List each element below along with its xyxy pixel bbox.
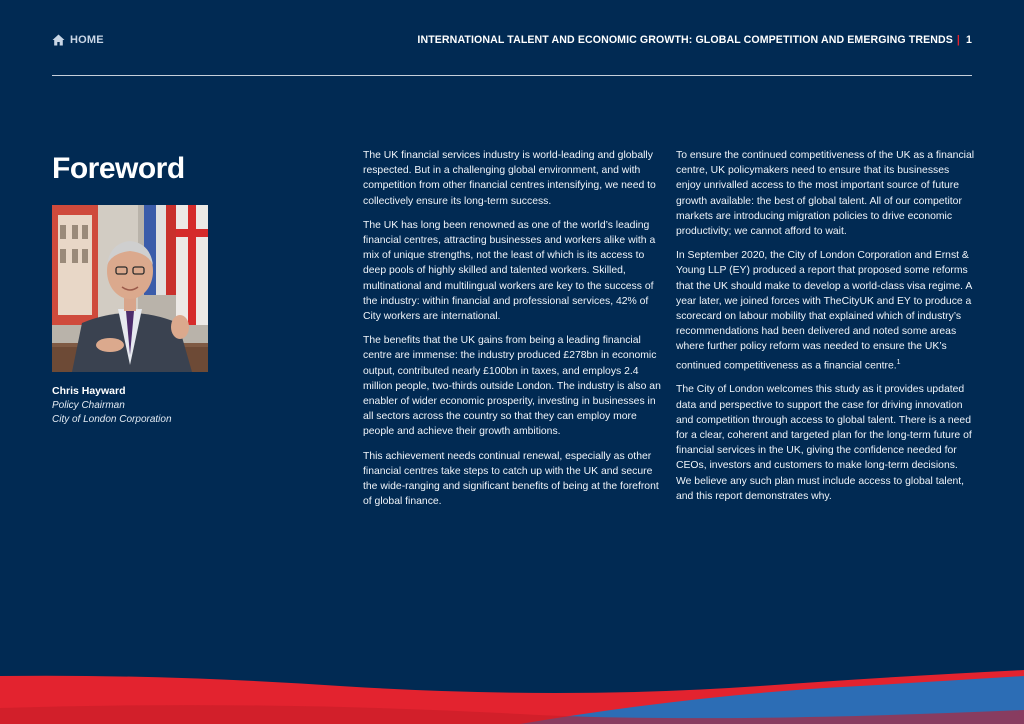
running-title-text: INTERNATIONAL TALENT AND ECONOMIC GROWTH: GLOBAL COMPETITION AND EMERGING TRENDS	[417, 34, 953, 46]
paragraph: The UK financial services industry is world-leading and globally respected. But in a challenging global environment, and with competition from other financial centres intensifying, we need to collectively ensure its long-term success.	[363, 150, 656, 207]
page-number: 1	[966, 34, 972, 46]
decorative-footer-waves	[0, 664, 1024, 724]
running-title	[417, 34, 972, 46]
footnote-marker[interactable]: 1	[896, 358, 901, 366]
page-title: Foreword	[52, 152, 185, 185]
author-name: Chris Hayward	[52, 385, 126, 397]
paragraph-text: In September 2020, the City of London Corporation and Ernst & Young LLP (EY) produced a report that proposed some reforms that the UK should make to develop a world-class visa regime. A year later, we joined forces with TheCityUK and EY to produce a scorecard on labour mobility that explained which of industry’s recommendations had been delivered and noted some areas where further policy reform was needed to ensure the UK’s continued competitiveness as a financial centre.	[676, 250, 972, 372]
body-column-right	[676, 148, 976, 513]
author-role: Policy Chairman	[52, 400, 125, 411]
body-column-left	[363, 148, 661, 518]
home-label: HOME	[70, 34, 104, 46]
paragraph: The City of London welcomes this study as it provides updated data and perspective to support the case for driving innovation and competition through access to global talent. There is a need for a clear, coherent and targeted plan for the long-term future of financial services in the UK, giving the confidence needed for CEOs, investors and customers to make long-term decisions. We believe any such plan must include access to global talent, and this report demonstrates why.	[676, 384, 972, 502]
title-separator: |	[956, 34, 960, 46]
paragraph-with-footnote	[676, 248, 976, 373]
author-portrait	[52, 205, 208, 372]
home-icon	[52, 34, 65, 46]
paragraph: This achievement needs continual renewal, especially as other financial centres take steps to catch up with the UK and secure the wide-ranging and significant benefits of being at the forefront of global finance.	[363, 450, 659, 508]
paragraph: To ensure the continued competitiveness of the UK as a financial centre, UK policymakers need to ensure that its businesses enjoy unrivalled access to the most important source of future growth available: the best of global talent. All of our competitor markets are introducing migration policies to drive economic productivity; we cannot afford to wait.	[676, 150, 975, 238]
page-header	[52, 34, 972, 52]
header-divider	[52, 75, 972, 76]
paragraph: The benefits that the UK gains from being a leading financial centre are immense: the industry produced £278bn in economic output, contributed nearly £100bn in taxes, and employs 2.4 million people, two-thirds outside London. The industry is also an enabler of wider economic prosperity, investing in businesses in all sectors across the country so that they can employ more people and achieve their growth ambitions.	[363, 335, 661, 438]
home-link[interactable]	[52, 34, 104, 46]
paragraph: The UK has long been renowned as one of the world’s leading financial centres, attracting businesses and workers alike with a mix of unique strengths, not the least of which is its access to deep pools of highly skilled and talented workers. Skilled, multinational and multilingual workers are key to the success of the industry: within financial and professional services, 42% of City workers are international.	[363, 219, 656, 323]
author-organisation: City of London Corporation	[52, 414, 172, 425]
